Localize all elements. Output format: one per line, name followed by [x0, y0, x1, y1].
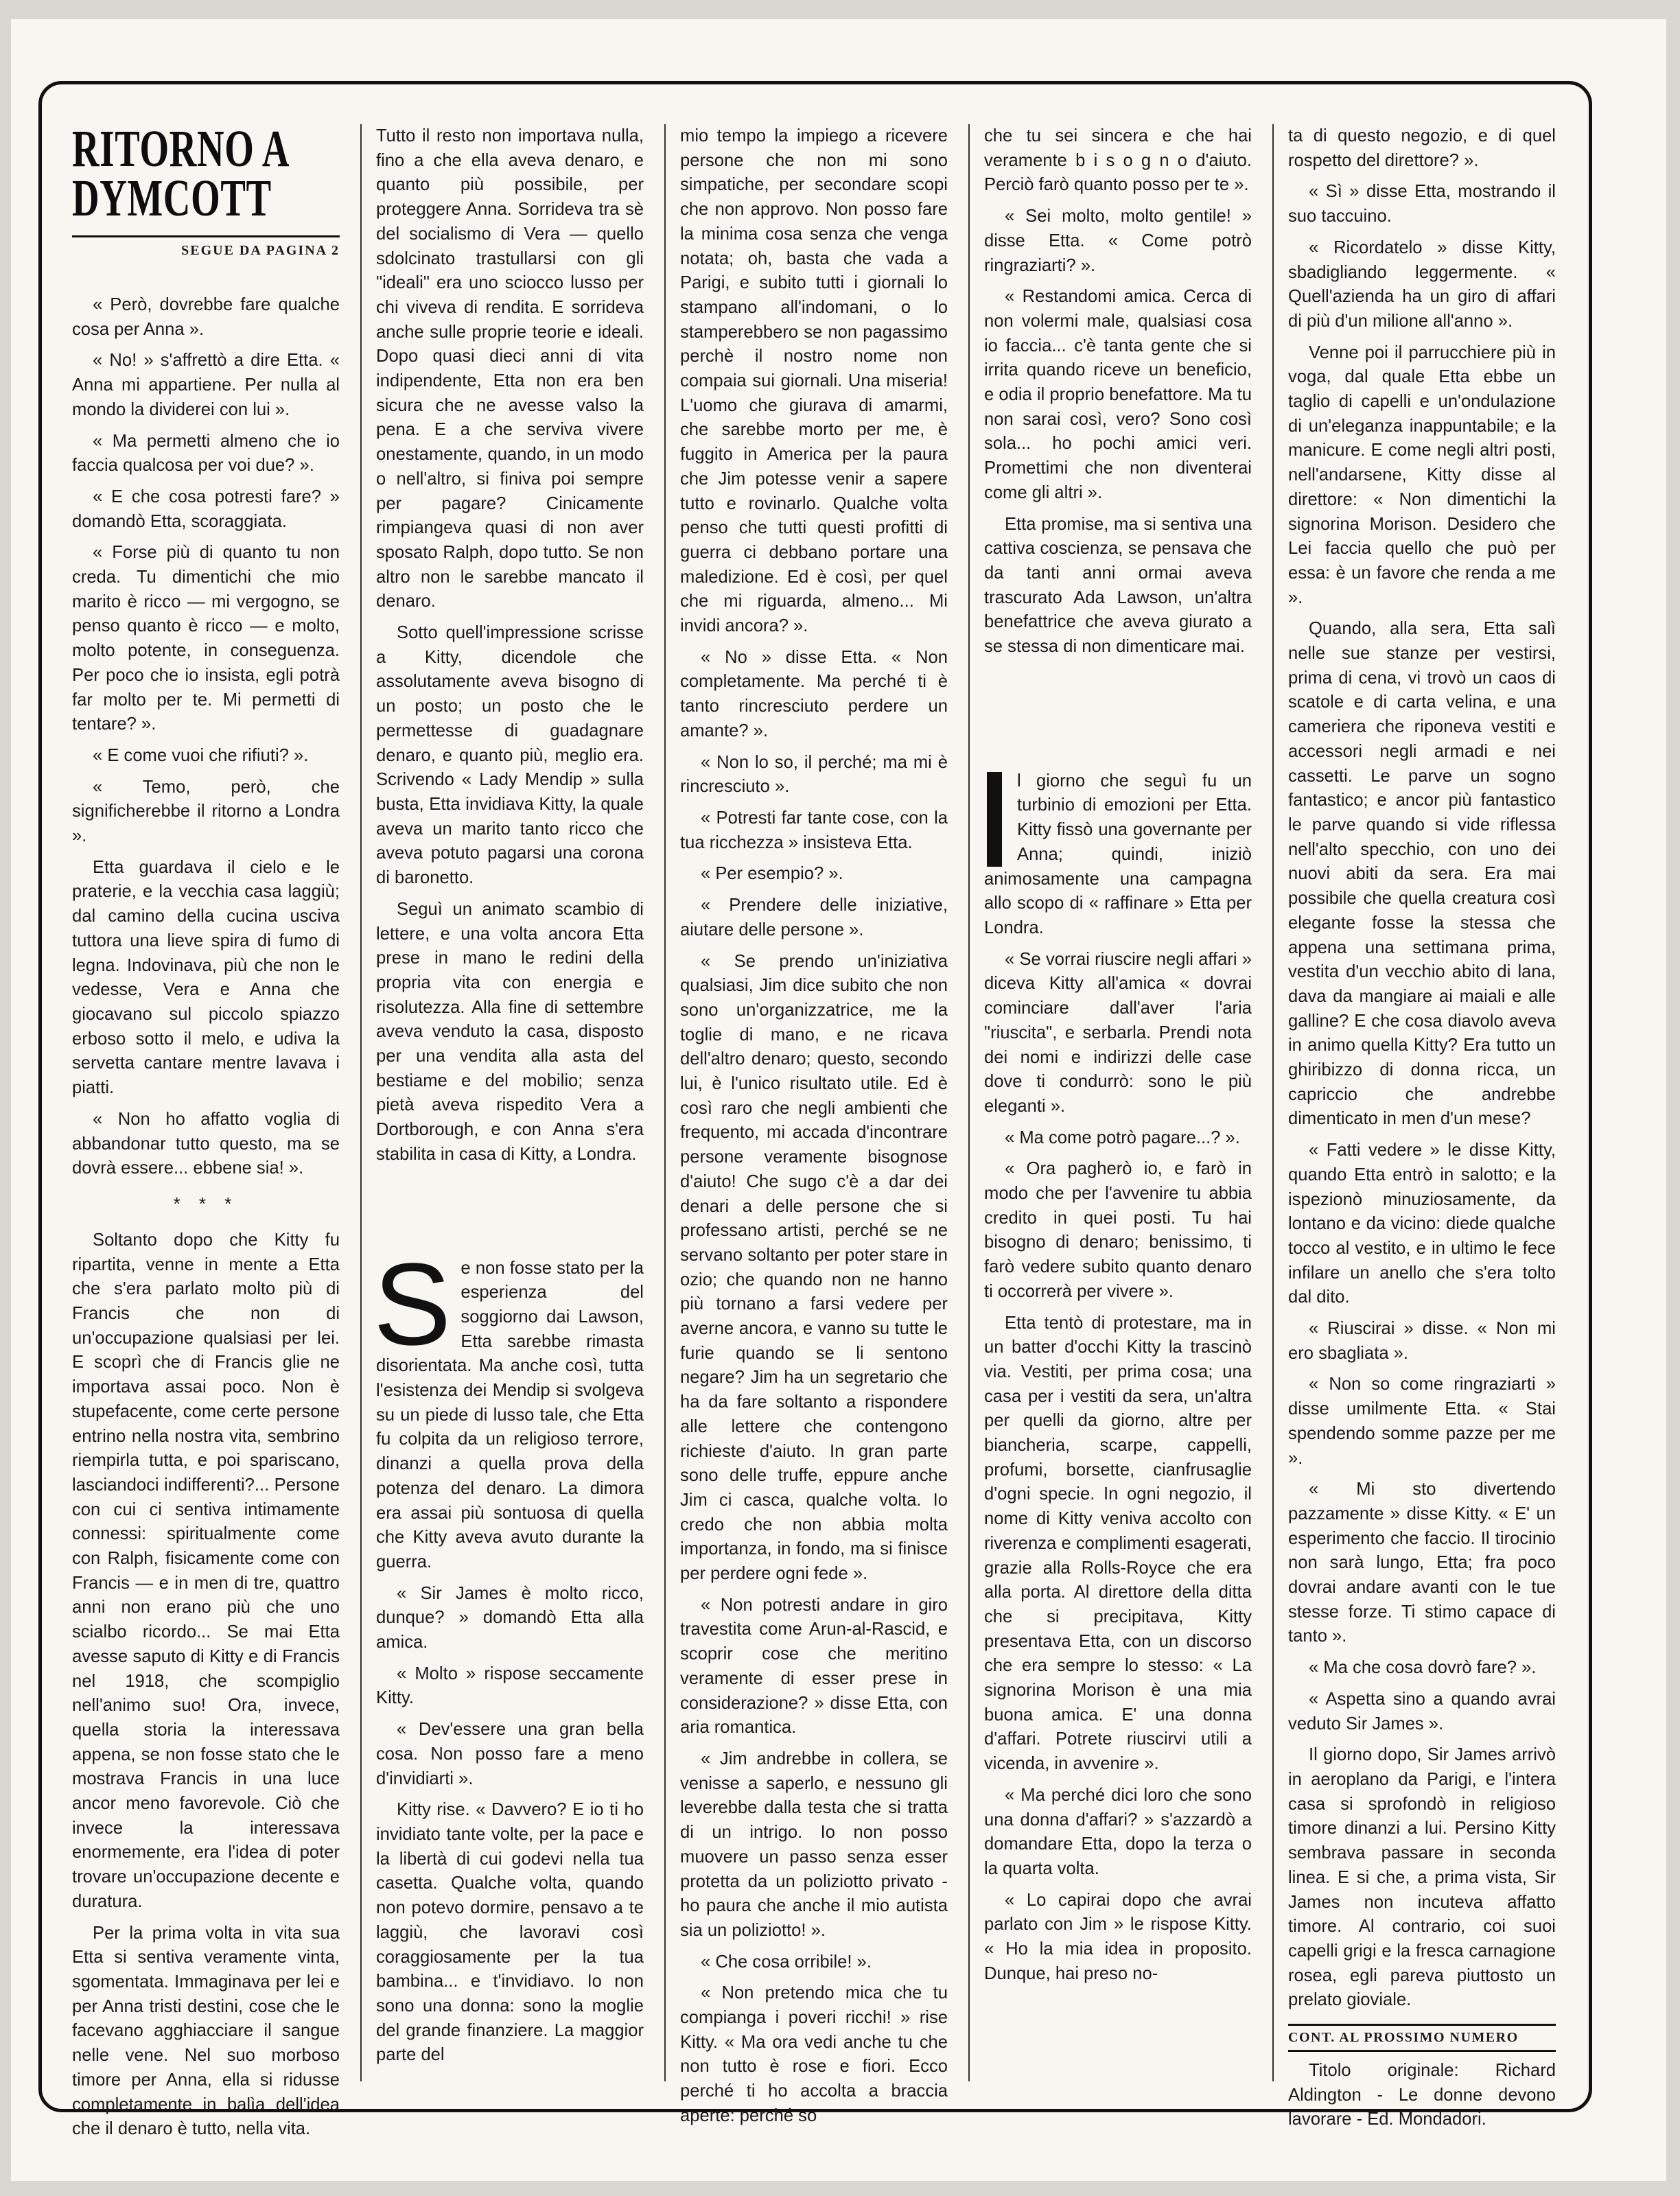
paragraph: « Ora pagherò io, e farò in modo che per l'avvenire tu abbia credito in quei posti. Tu hai bisogno di denaro; benissimo, ti farò vedere subito quanto denaro ti occorrerà per vivere ».: [984, 1159, 1252, 1301]
paragraph: « Sì » disse Etta, mostrando il suo taccuino.: [1288, 182, 1556, 226]
article-frame: [38, 81, 1592, 2139]
section-break: * * *: [173, 1193, 239, 1214]
article-title: [72, 120, 339, 227]
column-3: [680, 124, 948, 2125]
paragraph: « No! » s'affrettò a dire Etta. « Anna mi appartiene. Per nulla al mondo la dividerei con lui ».: [72, 351, 340, 419]
continued-label: CONT. AL PROSSIMO NUMERO: [1288, 2024, 1556, 2052]
paragraph: « Ma che cosa dovrò fare? ».: [1309, 1658, 1537, 1678]
title-line: RITORNO A: [72, 120, 290, 178]
paragraph-text: l giorno che seguì fu un turbinio di emozioni per Etta. Kitty fissò una governante per Anna; quindi, iniziò animosamente una campagna allo scopo di « raffinare » Etta per Londra.: [984, 771, 1252, 937]
paragraph: « Ricordatelo » disse Kitty, sbadigliando leggermente. « Quell'azienda ha un giro di affari di più d'un milione all'anno ».: [1288, 237, 1556, 331]
paragraph: « Riuscirai » disse. « Non mi ero sbagliata ».: [1288, 1319, 1556, 1363]
column-5: [1288, 124, 1556, 2129]
drop-cap-paragraph: [984, 769, 1252, 941]
paragraph: Tutto il resto non importava nulla, fino a che ella aveva denaro, e quanto più possibile, per proteggere Anna. Sorrideva tra sè del socialismo di Vera — quello sdolcinato trastullarsi con gli "ideali" era uno sciocco lusso per chi viveva di rendita. E sorrideva anche sulle proprie teorie e ideali. Dopo quasi dieci anni di vita indipendente, Etta non era ben sicura che ne avesse valso la pena. E a che serviva vivere onestamente, quando, in un modo o nell'altro, si finiva poi sempre per pagare? Cinicamente rimpiangeva quasi di non aver sposato Ralph, dopo tutto. Se non altro non le sarebbe mancato il denaro.: [376, 126, 644, 611]
paragraph: Il giorno dopo, Sir James arrivò in aeroplano da Parigi, e l'intera casa si sprofondò in religioso timore dinanzi a lui. Persino Kitty sembrava passare in seconda linea. E si che, a prima vista, Sir James non incuteva affatto timore. Al contrario, coi suoi capelli grigi e la fresca carnagione rosea, egli pareva piuttosto un prelato gioviale.: [1288, 1745, 1556, 2010]
paragraph: Quando, alla sera, Etta salì nelle sue stanze per vestirsi, prima di cena, vi trovò un caos di scatole e di carta velina, e una cameriera che riponeva vestiti e accessori negli armadi e nei cassetti. Le parve un sogno fantastico; e ancor più fantastico le parve quando si vide riflessa nell'alto specchio, con uno dei nuovi abiti da sera. Era mai possibile che quella creatura così elegante fosse la stessa che appena una settimana prima, vestita d'un vecchio abito di lana, dava da mangiare ai maiali e alle galline? E che cosa diavolo aveva in animo quella Kitty? Era tutto un ghiribizzo di donna ricca, un capriccio che andrebbe dimenticato in men d'un mese?: [1288, 619, 1556, 1129]
drop-cap-paragraph: [373, 1239, 644, 1575]
paragraph: « Per esempio? ».: [701, 864, 843, 884]
paragraph: « Ma come potrò pagare...? ».: [1005, 1128, 1240, 1147]
column-4: [984, 124, 1252, 2081]
paragraph: Per la prima volta in vita sua Etta si sentiva veramente vinta, sgomentata. Immaginava per lei e per Anna tristi destini, cose che le facevano agghiacciare il sangue nelle vene. Nel suo morboso timore per Anna, ella si ridusse completamente in balìa dell'idea che il denaro è tutto, nella vita.: [72, 1923, 340, 2139]
paragraph: « Non potresti andare in giro travestita come Arun-al-Rascid, e scoprir cose che meritino veramente di esser prese in considerazione? » disse Etta, con aria romantica.: [680, 1595, 948, 1738]
paragraph: « Sir James è molto ricco, dunque? » domandò Etta alla amica.: [376, 1583, 644, 1652]
paragraph: « Forse più di quanto tu non creda. Tu dimentichi che mio marito è ricco — mi vergogno, se penso quanto è ricco — e molto, molto potente, in conseguenza. Per poco che io insista, egli potrà far molto per te. Mi permetti di tentare? ».: [72, 543, 340, 734]
paragraph: « Molto » rispose seccamente Kitty.: [376, 1663, 644, 1708]
column-rule: [360, 124, 362, 2081]
paragraph: « Fatti vedere » le disse Kitty, quando Etta entrò in salotto; e la ispezionò minuziosamente, da lontano e da vicino: diede qualche tocco al vestito, e in ultimo le fece infilare un anello che s'era tolto dal dito.: [1288, 1141, 1556, 1307]
paragraph: « Ma perché dici loro che sono una donna d'affari? » s'azzardò a domandare Etta, dopo la terza o la quarta volta.: [984, 1785, 1252, 1878]
paragraph: « Non pretendo mica che tu compianga i poveri ricchi! » rise Kitty. « Ma ora vedi anche tu che non tutto è rose e fiori. Ecco perché ti ho accolta a braccia aperte: perché so: [680, 1983, 948, 2125]
paragraph: « E come vuoi che rifiuti? ».: [93, 745, 309, 765]
paragraph: « Ma permetti almeno che io faccia qualcosa per voi due? ».: [72, 431, 340, 476]
paragraph: « Prendere delle iniziative, aiutare delle persone ».: [680, 896, 948, 939]
paragraph: Venne poi il parrucchiere più in voga, dal quale Etta ebbe un taglio di capelli e un'ondulazione di un'eleganza inappuntabile; e la manicure. E come negli altri posti, nell'andarsene, Kitty disse al direttore: « Non dimentichi la signorina Morison. Desidero che Lei faccia quello che può per essa: è un favore che renda a me ».: [1288, 342, 1556, 607]
paragraph: « Però, dovrebbe fare qualche cosa per Anna ».: [72, 295, 340, 339]
paragraph: « Non ho affatto voglia di abbandonar tutto questo, ma se dovrà essere... ebbene sia! ».: [72, 1109, 340, 1178]
column-rule: [664, 124, 666, 2081]
paragraph: Etta guardava il cielo e le praterie, e la vecchia casa laggiù; dal camino della cucina usciva tuttora una lieve spira di fumo di legna. Indovinava, più che non le vedesse, Vera e Anna che giocavano sul piccolo spiazzo erboso sotto il melo, e udiva la servetta cantare mentre lavava i piatti.: [72, 857, 340, 1098]
paragraph: Kitty rise. « Davvero? E io ti ho invidiato tante volte, per la pace e la libertà di cui godevi nella tua casetta. Qualche volta, quando non potevo dormire, pensavo a te laggiù, che lavoravi così coraggiosamente per la tua bambina... e t'invidiavo. Io non sono una donna: sono la moglie del grande finanziere. La maggior parte del: [376, 1800, 644, 2065]
paragraph: « No » disse Etta. « Non completamente. Ma perché ti è tanto rincresciuto perdere un amante? ».: [680, 647, 948, 740]
paragraph: Seguì un animato scambio di lettere, e una volta ancora Etta prese in mano le redini della propria vita con energia e risolutezza. Alla fine di settembre aveva venduto la casa, disposto per una vendita alla asta del bestiame e del mobilio; senza pietà aveva rispedito Vera a Dortborough, e con Anna s'era stabilita in casa di Kitty, a Londra.: [376, 899, 644, 1164]
column-2: [373, 124, 644, 2081]
magazine-page: [11, 19, 1666, 2181]
drop-cap-s: S: [373, 1239, 452, 1370]
column-1: [72, 120, 340, 2139]
paragraph: « E che cosa potresti fare? » domandò Etta, scoraggiata.: [72, 487, 340, 531]
paragraph: « Mi sto divertendo pazzamente » disse Kitty. « E' un esperimento che faccio. Il tirocinio non sarà lungo, Etta; fra poco dovrai andare avanti con le tue stesse forze. Ti stimo capace di tanto ».: [1288, 1480, 1556, 1646]
paragraph: « Se vorrai riuscire negli affari » diceva Kitty all'amica « dovrai cominciare dall'aver l'aria "riuscita", e serbarla. Prendi nota dei nomi e indirizzi delle case dove ti condurrò: sono le più eleganti ».: [984, 949, 1252, 1116]
paragraph-text: e non fosse stato per la esperienza del soggiorno dai Lawson, Etta sarebbe rimasta disorientata. Ma anche così, tutta l'esistenza dei Mendip si svolgeva su un piede di lusso tale, che Etta fu colpita da un religioso terrore, dinanzi a quella prova della potenza del denaro. La dimora era assai più sontuosa di quella che Kitty aveva avuto durante la guerra.: [376, 1258, 644, 1572]
paragraph: « Jim andrebbe in collera, se venisse a saperlo, e nessuno gli leverebbe dalla testa che si tratta di un intrigo. Io non posso muovere un passo senza esser protetta da un poliziotto privato - ho paura che anche il mio autista sia un poliziotto! ».: [680, 1749, 948, 1940]
paragraph: « Dev'essere una gran bella cosa. Non posso fare a meno d'invidiarti ».: [376, 1720, 644, 1788]
paragraph: Etta promise, ma si sentiva una cattiva coscienza, se pensava che da tanti anni ormai aveva trascurato Ada Lawson, un'altra benefattrice che aveva giurato a se stessa di non dimenticare mai.: [984, 514, 1252, 657]
column-rule: [968, 124, 970, 2081]
title-line: DYMCOTT: [72, 170, 272, 227]
paragraph: Soltanto dopo che Kitty fu ripartita, venne in mente a Etta che s'era parlato molto più di Francis che non di un'occupazione qualsiasi per lei. E scoprì che di Francis glie ne importava assai poco. Non è stupefacente, come certe persone entrino nella nostra vita, sembrino riempirla tutta, e poi spariscano, lasciandoci indifferenti?... Persone con cui ci sentiva intimamente connessi: spiritualmente come con Ralph, fisicamente come con Francis — e in men di tre, quattro anni non erano più che uno scialbo ricordo... Se mai Etta avesse saputo di Kitty e di Francis nel 1918, che scompiglio nell'animo suo! Ora, invece, quella storia la interessava appena, se non fosse stato che le mostrava Francis in una luce ancor meno favorevole. Ciò che invece la interessava enormemente, era l'idea di poter trovare un'occupazione decente e duratura.: [72, 1230, 340, 1911]
paragraph: Etta tentò di protestare, ma in un batter d'occhi Kitty la trascinò via. Vestiti, per prima cosa; una casa per i vestiti da sera, un'altra per quelli da giorno, altre per biancheria, scarpe, cappelli, profumi, borsette, cianfrusaglie d'ogni specie. In ogni negozio, il nome di Kitty veniva accolto con riverenza e complimenti esagerati, grazie alla Rolls-Royce che era alla porta. Al direttore della ditta che si precipitava, Kitty presentava Etta, con un discorso che era sempre lo stesso: « La signorina Morison è una mia buona amica. E' una donna d'affari. Potrete riuscirvi utili a vicenda, in avvenire ».: [984, 1313, 1252, 1774]
paragraph: mio tempo la impiego a ricevere persone che non mi sono simpatiche, per secondare scopi che non approvo. Non posso fare la minima cosa senza che venga notata; oh, basta che vada a Parigi, e subito tutti i giornali lo stampano all'indomani, o lo stamperebbero se non pagassimo perchè il nostro nome non compaia sui giornali. Una miseria! L'uomo che giurava di amarmi, che sarebbe morto per me, è fuggito in America per la paura che Jim potesse venir a sapere tutto e rovinarlo. Qualche volta penso che tutti questi profitti di guerra ci debbano portare una maledizione. Ed è così, per quel che mi riguarda, almeno... Mi invidi ancora? ».: [680, 126, 948, 636]
paragraph: « Sei molto, molto gentile! » disse Etta. « Come potrò ringraziarti? ».: [984, 207, 1252, 275]
paragraph: « Lo capirai dopo che avrai parlato con Jim » le rispose Kitty. « Ho la mia idea in proposito. Dunque, hai preso no-: [984, 1890, 1252, 1983]
paragraph: « Restandomi amica. Cerca di non volermi male, qualsiasi cosa io faccia... c'è tanta gente che si irrita quando riceve un beneficio, e odia il proprio benefattore. Ma tu non sarai così, vero? Sono così sola... ho pochi amici veri. Promettimi che non diventerai come gli altri ».: [984, 287, 1252, 502]
paragraph: « Non lo so, il perché; ma mi è rincresciuto ».: [680, 752, 948, 797]
paragraph: « Temo, però, che significherebbe il ritorno a Londra ».: [72, 777, 340, 846]
paragraph: che tu sei sincera e che hai veramente b i s o g n o d'aiuto. Perciò farò quanto posso per te ».: [984, 126, 1252, 195]
paragraph: Sotto quell'impressione scrisse a Kitty, dicendole che assolutamente aveva bisogno di un posto; un posto che le permettesse di guadagnare denaro, e quanto più, meglio era. Scrivendo « Lady Mendip » sulla busta, Etta invidiava Kitty, la quale aveva un marito tanto ricco che aveva potuto pagarsi una corona di baronetto.: [376, 623, 644, 888]
original-title-credit: Titolo originale: Richard Aldington - Le donne devono lavorare - Ed. Mondadori.: [1288, 2061, 1556, 2129]
paragraph: « Aspetta sino a quando avrai veduto Sir James ».: [1288, 1689, 1556, 1733]
column-rule: [1272, 124, 1274, 2081]
drop-cap-i: [987, 772, 1002, 867]
continued-from-label: SEGUE DA PAGINA 2: [72, 235, 340, 259]
paragraph: « Se prendo un'iniziativa qualsiasi, Jim dice subito che non sono un'organizzatrice, me la toglie di mano, e ne ricava dell'altro denaro; questo, secondo lui, è l'unico risultato utile. Ed è così raro che negli ambienti che frequento, mi accada d'incontrare persone veramente bisognose d'aiuto! Che sugo c'è a dar dei denari a delle persone che si professano artisti, perché se ne servano soltanto per poter stare in ozio; che quando non ne hanno più tornano a farsi vedere per averne ancora, e vanno su tutte le furie quando se li sentono negare? Jim ha un segretario che ha da fare soltanto a rispondere alle lettere che contengono richieste d'aiuto. In gran parte sono delle truffe, eppure anche Jim ci casca, qualche volta. Io credo che non abbia molta importanza, in fondo, ma si finisce per perdere ogni fede ».: [680, 951, 948, 1584]
paragraph: « Che cosa orribile! ».: [701, 1952, 872, 1972]
spacer: [984, 666, 1252, 769]
paragraph: « Potresti far tante cose, con la tua ricchezza » insisteva Etta.: [680, 808, 948, 852]
paragraph: « Non so come ringraziarti » disse umilmente Etta. « Stai spendendo somme pazze per me ».: [1288, 1375, 1556, 1468]
paragraph: ta di questo negozio, e di quel rospetto del direttore? ».: [1288, 126, 1556, 170]
